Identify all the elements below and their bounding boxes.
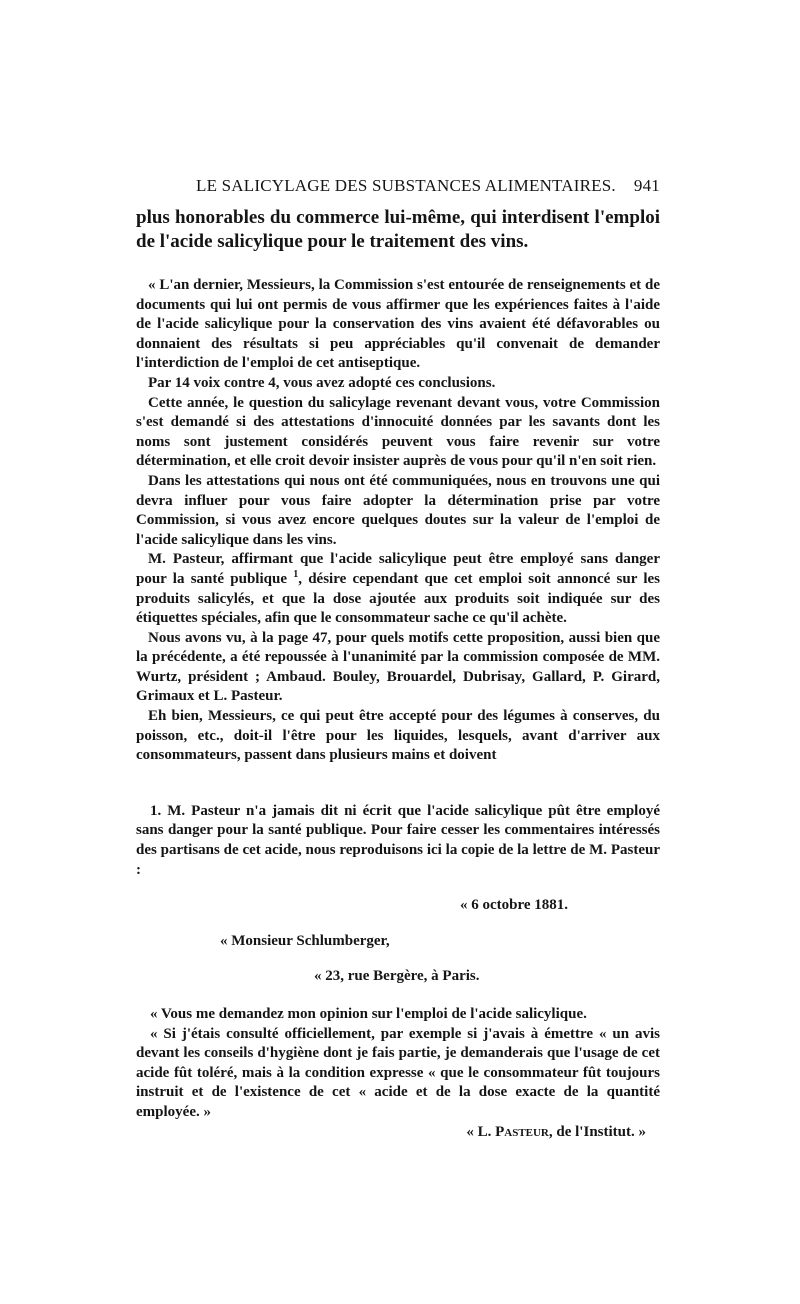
paragraph: Cette année, le question du salicylage revenant devant vous, votre Commission s'est demandé si des attestations d'innocuité données par les savants dont les noms sont justement considérés peuvent vous faire revenir sur votre détermination, et elle croit devoir insister auprès de vous pour qu'il n'en soit rien. — [136, 394, 660, 470]
letter-body — [136, 1005, 660, 1123]
letter-signature — [136, 1123, 660, 1143]
running-title: LE SALICYLAGE DES SUBSTANCES ALIMENTAIRES. — [196, 176, 616, 195]
running-header — [136, 176, 660, 200]
letter-salutation: « Monsieur Schlumberger, — [220, 932, 390, 949]
paragraph: « L'an dernier, Messieurs, la Commission s'est entourée de renseignements et de documents qui lui ont permis de vous affirmer que les expériences faites à l'aide de l'acide salicylique pour la conservation des vins avaient été défavorables ou donnaient des résultats si peu appréciables qu'il convenait de demander l'interdiction de l'emploi de cet antiseptique. — [136, 277, 660, 372]
letter-paragraph: « Si j'étais consulté officiellement, par exemple si j'avais à émettre « un avis devant les conseils d'hygiène dont je fais partie, je demanderais que l'usage de cet acide fût toléré, mais à la condition expresse « que le consommateur fût toujours instruit et de l'existence de cet « acide et de la dose exacte de la quantité employée. » — [136, 1025, 660, 1120]
letter-paragraph: « Vous me demandez mon opinion sur l'emploi de l'acide salicylique. — [150, 1006, 587, 1022]
page-number: 941 — [633, 176, 660, 195]
signature-suffix: , de l'Institut. » — [548, 1123, 646, 1140]
footnote-text: 1. M. Pasteur n'a jamais dit ni écrit que l'acide salicylique pût être employé sans danger pour la santé publique. Pour faire cesser les commentaires intéressés des partisans de cet acide, nous reproduisons ici la copie de la lettre de M. Pasteur : — [136, 802, 660, 878]
footnote-marker: 1 — [293, 568, 299, 580]
paragraph: Par 14 voix contre 4, vous avez adopté ces conclusions. — [148, 374, 496, 391]
paragraph: Nous avons vu, à la page 47, pour quels motifs cette proposition, aussi bien que la précédente, a été repoussée à l'unanimité par la commission composée de MM. Wurtz, président ; Ambaud. Bouley, Brouardel, Dubrisay, Gallard, P. Girard, Grimaux et L. Pasteur. — [136, 629, 660, 705]
letter-date: « 6 octobre 1881. — [459, 897, 568, 914]
paragraph-text: , désire cependant que cet emploi soit annoncé sur les produits salicylés, et que la dose ajoutée aux produits soit indiquée sur des étiquettes spéciales, afin que le consommateur sache ce qu'il achète. — [136, 570, 660, 627]
lead-text: plus honorables du commerce lui-même, qui interdisent l'emploi de l'acide salicylique pour le traitement des vins. — [136, 207, 660, 252]
signature-prefix: « L. — [466, 1123, 496, 1140]
paragraph-pasteur — [136, 550, 660, 628]
footnotes — [136, 802, 660, 1142]
letter-address: « 23, rue Bergère, à Paris. — [314, 968, 480, 985]
paragraph: Eh bien, Messieurs, ce qui peut être accepté pour des légumes à conserves, du poisson, etc., doit-il l'être pour les liquides, lesquels, avant d'arriver aux consommateurs, passent dans plusieurs mains et doivent — [136, 708, 660, 764]
paragraph: Dans les attestations qui nous ont été communiquées, nous en trouvons une qui devra influer pour vous faire adopter la détermination prise par votre Commission, si vous avez encore quelques doutes sur la valeur de l'emploi de l'acide salicylique dans les vins. — [136, 472, 660, 548]
document-page — [136, 176, 660, 1142]
main-text — [136, 276, 660, 766]
signature-name: Pasteur — [495, 1123, 549, 1140]
paragraph-text: M. Pasteur, affirmant que l'acide salicylique peut être employé sans danger pour la santé publique — [136, 551, 660, 587]
